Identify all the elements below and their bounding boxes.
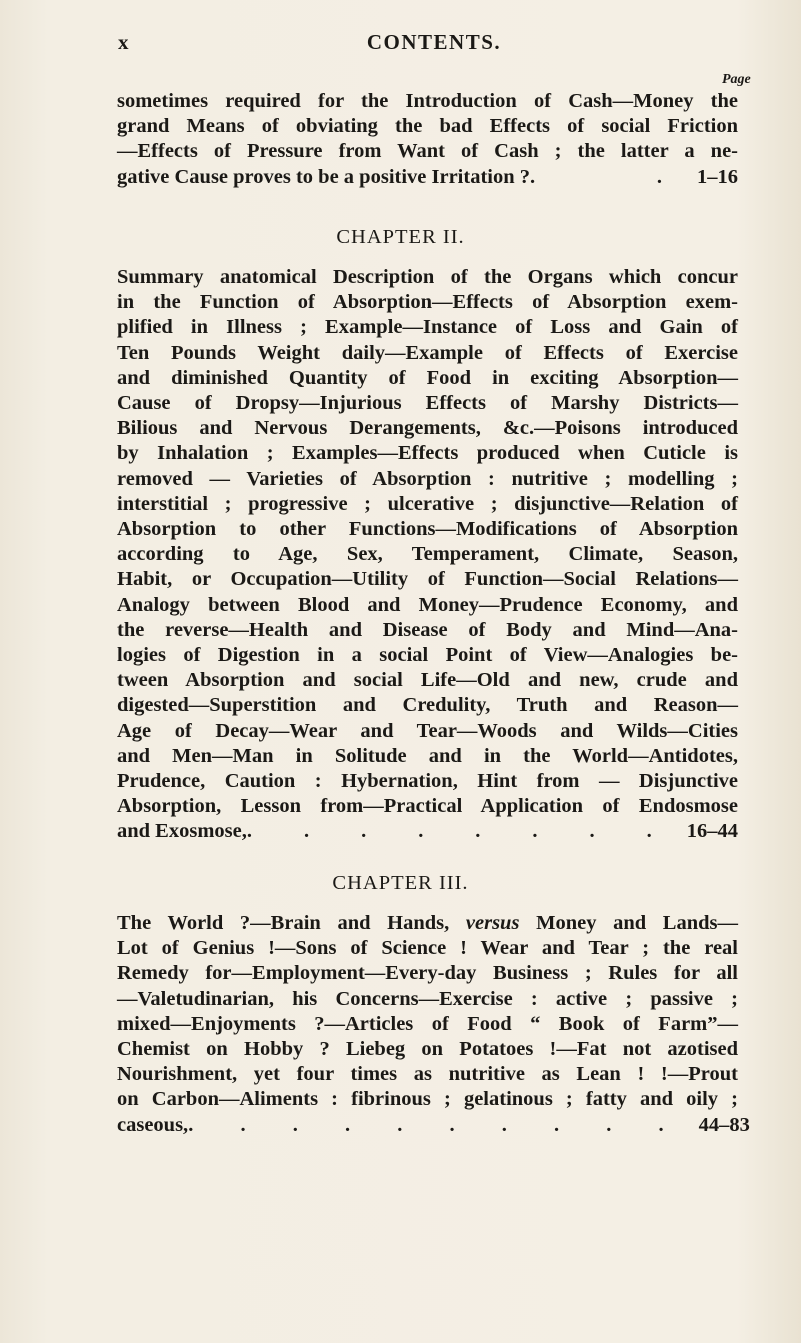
entry-line: Summary anatomical Description of the Organs which concur [117,266,738,288]
entry-line: Cause of Dropsy—Injurious Effects of Marshy Districts— [117,392,738,415]
page-range: 1–16 [697,165,738,188]
page-title: CONTENTS. [366,30,502,54]
entry-line: on Carbon—Aliments : fibrinous ; gelatinous ; fatty and oily ; [117,1088,738,1111]
page-range: 16–44 [686,820,738,843]
entry-line: by Inhalation ; Examples—Effects produced when Cuticle is [117,442,738,465]
entry-line: Analogy between Blood and Money—Prudence Economy, and [117,593,738,616]
entry-last-text: gative Cause proves to be a positive Irritation ? [117,165,531,188]
entry-line: Absorption, Lesson from—Practical Application of Endosmose [117,795,738,818]
entry-line: mixed—Enjoyments ?—Articles of Food “ Book of Farm”— [117,1012,738,1035]
dot-leaders: . . . . . . . . . . [188,1113,685,1136]
entry-line: according to Age, Sex, Temperament, Climate, Season, [117,543,738,566]
contents-entry-chapter-1 [117,89,738,190]
entry-line: interstitial ; progressive ; ulcerative ; disjunctive—Relation of [117,492,738,515]
entry-line: Ten Pounds Weight daily—Example of Effects of Exercise [117,341,738,364]
entry-line: removed — Varieties of Absorption : nutritive ; modelling ; [117,467,738,490]
entry-line: Absorption to other Functions—Modifications of Absorption [117,518,738,541]
entry-line: plified in Illness ; Example—Instance of Loss and Gain of [117,316,738,339]
entry-line: Nourishment, yet four times as nutritive as Lean ! !—Prout [117,1063,738,1086]
entry-line: Chemist on Hobby ? Liebeg on Potatoes !—Fat not azotised [117,1038,738,1061]
entry-line: in the Function of Absorption—Effects of Absorption exem- [117,291,738,314]
entry-last-text: and Exosmose, [117,820,247,843]
entry-line: digested—Superstition and Credulity, Truth and Reason— [117,694,738,717]
entry-line: —Effects of Pressure from Want of Cash ; the latter a ne- [117,140,738,163]
entry-line: tween Absorption and social Life—Old and new, crude and [117,669,738,692]
running-head [118,30,750,60]
entry-last-line [117,1113,750,1138]
italic-word: versus [465,912,520,934]
entry-line: Lot of Genius !—Sons of Science ! Wear and Tear ; the real [117,937,738,960]
dot-leaders: . . [530,165,683,188]
entry-line: the reverse—Health and Disease of Body and Mind—Ana- [117,618,738,641]
entry-line: Habit, or Occupation—Utility of Function—Social Relations— [117,568,738,591]
chapter-heading: CHAPTER II. [336,226,465,248]
contents-entry-chapter-3 [117,911,750,1138]
entry-line: Remedy for—Employment—Every-day Business ; Rules for all [117,962,738,985]
page-range: 44–83 [698,1113,750,1136]
entry-line: Prudence, Caution : Hybernation, Hint from — Disjunctive [117,770,738,793]
entry-line: logies of Digestion in a social Point of View—Analogies be- [117,644,738,667]
page-folio: x [118,30,130,54]
chapter-heading: CHAPTER III. [332,872,469,894]
entry-line: Bilious and Nervous Derangements, &c.—Poisons introduced [117,417,738,440]
entry-last-line [117,165,738,190]
entry-line: sometimes required for the Introduction of Cash—Money the [117,90,738,112]
entry-line: —Valetudinarian, his Concerns—Exercise : active ; passive ; [117,987,738,1010]
entry-line: Age of Decay—Wear and Tear—Woods and Wilds—Cities [117,719,738,742]
entry-line: The World ?—Brain and Hands, versus Money and Lands— [117,912,739,934]
dot-leaders: . . . . . . . . [246,820,673,843]
entry-last-line [117,819,738,844]
entry-last-text: caseous, [117,1113,189,1136]
entry-line: grand Means of obviating the bad Effects of social Friction [117,115,738,138]
page-column-label: Page [722,72,751,87]
contents-entry-chapter-2 [117,265,738,845]
entry-line: and Men—Man in Solitude and in the World—Antidotes, [117,744,738,767]
entry-line: and diminished Quantity of Food in exciting Absorption— [117,366,738,389]
